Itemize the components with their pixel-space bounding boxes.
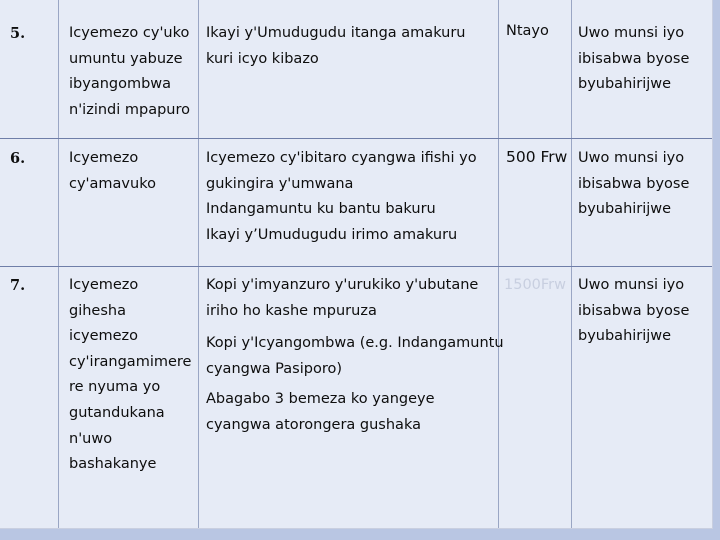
processing-time: Uwo munsi iyo ibisabwa byose byubahirijwe — [578, 277, 690, 345]
processing-time: Uwo munsi iyo ibisabwa byose byubahirijwe — [578, 25, 690, 93]
row-divider — [0, 266, 712, 267]
column-divider — [198, 0, 199, 528]
row-number: 7. — [10, 277, 26, 294]
requirements: Kopi y'Icyangombwa (e.g. Indangamuntu cyangwa Pasiporo) — [206, 335, 504, 377]
service-name: Icyemezo gihesha icyemezo cy'irangamimere re nyuma yo gutandukana n'uwo bashakanye — [69, 277, 192, 473]
fee: Ntayo — [506, 23, 549, 39]
service-name: Icyemezo cy'amavuko — [69, 150, 156, 192]
row-number: 5. — [10, 25, 26, 42]
requirements: Ikayi y'Umudugudu itanga amakuru kuri icyo kibazo — [206, 25, 466, 67]
requirements: Icyemezo cy'ibitaro cyangwa ifishi yo gukingira y'umwana Indangamuntu ku bantu bakuru Ikayi y’Umudugudu irimo amakuru — [206, 150, 477, 243]
row-number: 6. — [10, 150, 26, 167]
processing-time: Uwo munsi iyo ibisabwa byose byubahirijwe — [578, 150, 690, 218]
requirements: Kopi y'imyanzuro y'urukiko y'ubutane iriho ho kashe mpuruza — [206, 277, 479, 319]
fee: 1500Frw — [504, 277, 567, 293]
requirements: Abagabo 3 bemeza ko yangeye cyangwa atorongera gushaka — [206, 391, 435, 433]
service-name: Icyemezo cy'uko umuntu yabuze ibyangombwa n'izindi mpapuro — [69, 25, 190, 118]
fee: 500 Frw — [506, 148, 568, 166]
column-divider — [58, 0, 59, 528]
column-divider — [571, 0, 572, 528]
column-divider — [498, 0, 499, 528]
row-divider — [0, 138, 712, 139]
